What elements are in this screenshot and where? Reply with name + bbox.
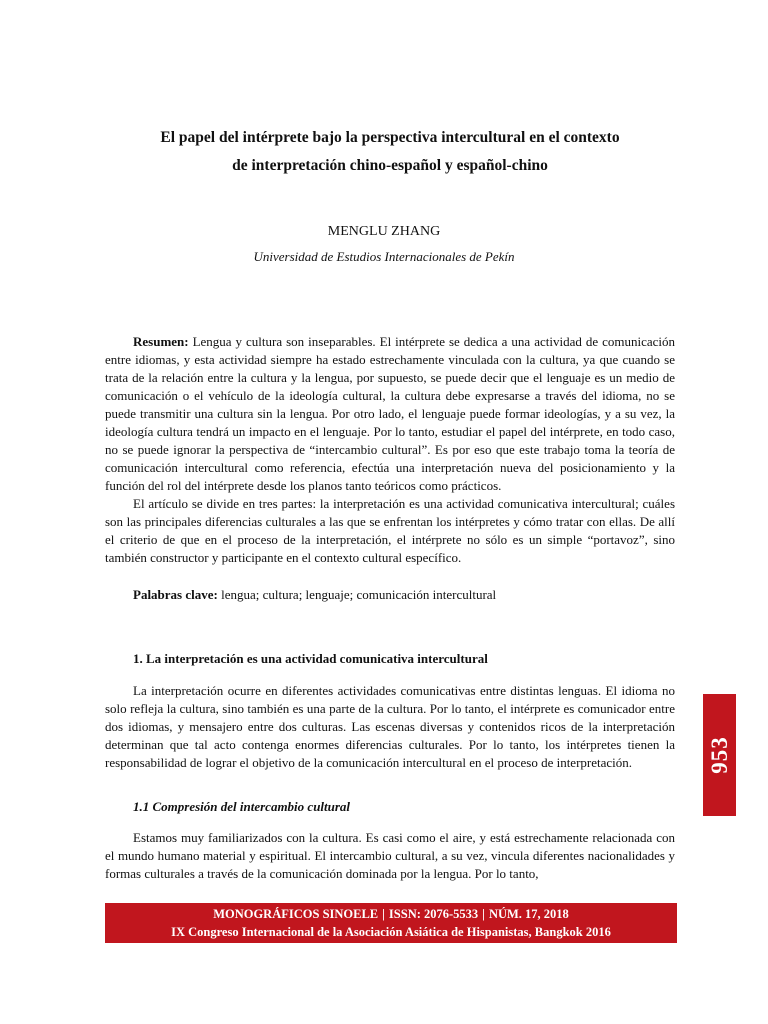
author-affiliation: Universidad de Estudios Internacionales de Pekín	[253, 249, 515, 264]
paper-title-line-1: El papel del intérprete bajo la perspectiva intercultural en el contexto	[160, 129, 620, 146]
abstract-label: Resumen:	[133, 334, 189, 349]
keywords-text: lengua; cultura; lenguaje; comunicación intercultural	[221, 587, 497, 602]
keywords	[133, 587, 496, 603]
page-number-tab	[703, 694, 736, 816]
footer-separator: |	[482, 907, 485, 921]
author-name: MENGLU ZHANG	[327, 224, 441, 239]
section-1-1-paragraph: Estamos muy familiarizados con la cultura. Es casi como el aire, y está estrechamente relacionada con el mundo humano material y espiritual. El intercambio cultural, a su vez, vincula diferentes nacionalidades y formas culturales a través de la comunicación dominada por la lengua. Por lo tanto,	[105, 830, 675, 881]
paper-title-line-2: de interpretación chino-español y español-chino	[232, 157, 548, 174]
section-1-body	[105, 682, 675, 772]
abstract-paragraph-1	[105, 333, 675, 495]
journal-footer	[105, 903, 677, 943]
footer-issn: ISSN: 2076-5533	[388, 907, 479, 921]
page-number: 953	[706, 736, 732, 774]
footer-journal: MONOGRÁFICOS SINOELE	[213, 907, 379, 921]
footer-issue: NÚM. 17, 2018	[488, 907, 569, 921]
abstract-paragraph-2: El artículo se divide en tres partes: la interpretación es una actividad comunicativa intercultural; cuáles son las principales diferencias culturales a las que se enfrentan los intérpretes y cómo tratar con ellas. De allí el criterio de que en el proceso de la interpretación, el intérprete no sólo es un simple “portavoz”, sino también constructor y participante en el contexto cultural específico.	[105, 496, 675, 565]
section-1-paragraph: La interpretación ocurre en diferentes actividades comunicativas entre distintas lenguas. El idioma no solo refleja la cultura, sino también es una parte de la cultura. Por lo tanto, el intérprete es comunicador entre dos idiomas, y mensajero entre dos culturas. Las escenas diversas y contenidos ricos de la interpretación determinan que tal acto contenga enormes diferencias culturales. Por lo tanto, los intérpretes tienen la responsabilidad de lograr el objetivo de la comunicación intercultural en el proceso de interpretación.	[105, 683, 675, 770]
footer-separator: |	[382, 907, 385, 921]
footer-line-2: IX Congreso Internacional de la Asociación Asiática de Hispanistas, Bangkok 2016	[171, 925, 611, 939]
section-1-1-heading: 1.1 Compresión del intercambio cultural	[133, 799, 351, 814]
abstract-text-1: Lengua y cultura son inseparables. El intérprete se dedica a una actividad de comunicación entre idiomas, y esta actividad siempre ha estado estrechamente vinculada con la cultura, ya que cuando se trata de la relación entre la cultura y la lengua, por supuesto, se puede decir que el lenguaje es un medio de comunicación o el vehículo de la ideología cultural, la cultura debe expresarse a través del idioma, no se puede transmitir una cultura sin la lengua. Por otro lado, el lenguaje puede formar ideologías, y a su vez, la ideología cultura tendrá un impacto en el lenguaje. Por lo tanto, estudiar el papel del intérprete, en todo caso, no se puede ignorar la perspectiva de “intercambio cultural”. Es por eso que este trabajo toma la teoría de comunicación intercultural como referencia, efectúa una interpretación nueva del posicionamiento y la función del rol del intérprete desde los planos tanto teóricos como prácticos.	[105, 334, 675, 493]
section-1-heading: 1. La interpretación es una actividad comunicativa intercultural	[133, 651, 488, 666]
keywords-label: Palabras clave:	[133, 587, 218, 602]
footer-line-1	[105, 905, 677, 923]
abstract	[105, 333, 675, 567]
section-1-1-body	[105, 829, 675, 883]
